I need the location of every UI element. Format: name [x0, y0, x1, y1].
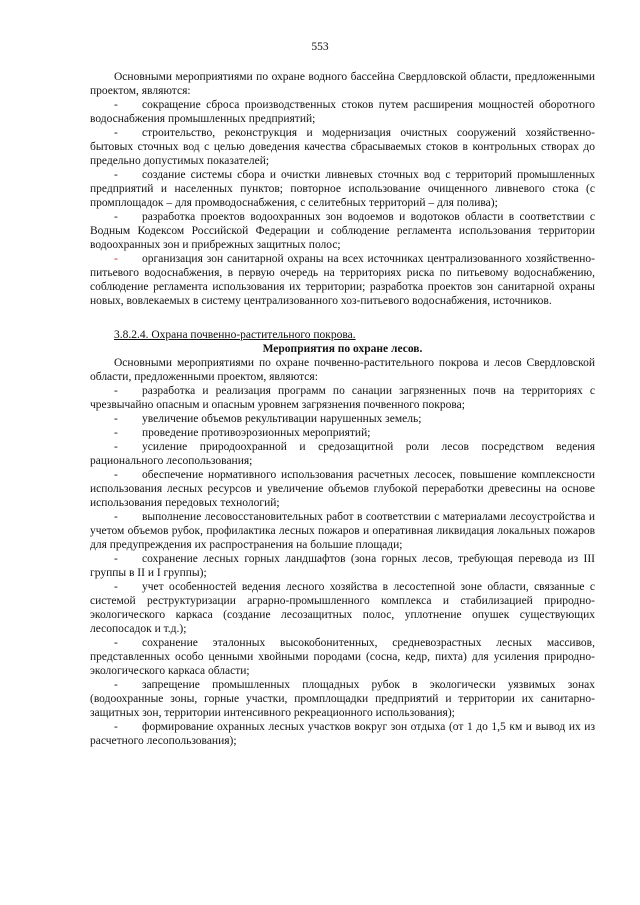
- water-intro-paragraph: Основными мероприятиями по охране водного бассейна Свердловской области, предложенными проектом, являются:: [90, 71, 595, 97]
- list-item: [90, 98, 595, 126]
- section-heading: 3.8.2.4. Охрана почвенно-растительного покрова.: [114, 329, 356, 341]
- list-item-text: усиление природоохранной и средозащитной роли лесов посредством ведения рационального лесопользования;: [90, 441, 595, 467]
- list-item-text: разработка проектов водоохранных зон водоемов и водотоков области в соответствии с Водным Кодексом Российской Федерации и соблюдение регламента использования территории водоохранных зон и прибрежных защитных полос;: [90, 211, 595, 251]
- list-item: [90, 468, 595, 510]
- list-bullet-dash: -: [114, 637, 118, 649]
- list-bullet-dash: -: [114, 511, 118, 523]
- page-number: 553: [311, 41, 329, 53]
- list-item: [90, 580, 595, 636]
- list-item-text: проведение противоэрозионных мероприятий;: [142, 427, 371, 439]
- list-item-text: разработка и реализация программ по санации загрязненных почв на территориях с чрезвычайно опасным и опасным уровнем загрязнения почвенного покрова;: [90, 385, 595, 411]
- list-item-text: запрещение промышленных площадных рубок в экологически уязвимых зонах (водоохранные зоны, горные участки, промплощадки предприятий и территории их санитарно-защитных зон, территории интенсивного рекреационного использования);: [90, 679, 595, 719]
- list-item: [90, 426, 595, 440]
- list-item: [90, 678, 595, 720]
- list-item: [90, 510, 595, 552]
- list-item-text: строительство, реконструкция и модернизация очистных сооружений хозяйственно-бытовых сточных вод с целью доведения качества сбрасываемых стоков в контрольных створах до предельно допустимых показателей;: [90, 127, 595, 167]
- list-bullet-dash: -: [114, 127, 118, 139]
- list-bullet-dash: -: [114, 581, 118, 593]
- list-bullet-dash: -: [114, 211, 118, 223]
- list-item-text: обеспечение нормативного использования расчетных лесосек, повышение комплексности использования лесных ресурсов и увеличение объемов глубокой переработки древесины на основе использования передовых технологий;: [90, 469, 595, 509]
- list-item: [90, 168, 595, 210]
- list-bullet-dash: -: [114, 253, 118, 265]
- list-bullet-dash: -: [114, 169, 118, 181]
- list-item-text: сохранение лесных горных ландшафтов (зона горных лесов, требующая перевода из III группы в II и I группы);: [90, 553, 595, 579]
- list-item-text: организация зон санитарной охраны на всех источниках централизованного хозяйственно-питьевого водоснабжения, в первую очередь на территориях риска по питьевому водоснабжению, соблюдение регламента использования их территории; разработка проектов зон санитарной охраны новых, вовлекаемых в систему централизованного хоз-питьевого водоснабжения, источников.: [90, 253, 595, 307]
- subheading: Мероприятия по охране лесов.: [262, 343, 423, 355]
- list-item: [90, 412, 595, 426]
- list-bullet-dash: -: [114, 441, 118, 453]
- list-bullet-dash: -: [114, 413, 118, 425]
- list-item: [90, 126, 595, 168]
- list-item: [90, 210, 595, 252]
- list-item-text: увеличение объемов рекультивации нарушенных земель;: [142, 413, 422, 425]
- list-bullet-dash: -: [114, 553, 118, 565]
- list-item: [90, 440, 595, 468]
- page-body: [90, 70, 595, 748]
- list-bullet-dash: -: [114, 99, 118, 111]
- list-item-text: учет особенностей ведения лесного хозяйства в лесостепной зоне области, связанные с системой реструктуризации аграрно-промышленного комплекса и стабилизацией природно-экологического каркаса (создание лесозащитных полос, уплотнение опушек существующих лесопосадок и т.д.);: [90, 581, 595, 635]
- list-item: [90, 252, 595, 308]
- list-item-text: сохранение эталонных высокобонитенных, средневозрастных лесных массивов, представленных особо ценными хвойными породами (сосна, кедр, пихта) для усиления природно-экологического каркаса области;: [90, 637, 595, 677]
- list-item: [90, 384, 595, 412]
- list-item-text: создание системы сбора и очистки ливневых сточных вод с территорий промышленных предприятий и населенных пунктов; повторное использование очищенного ливневого стока (с промплощадок – для промводоснабжения, с селитебных территорий – для полива);: [90, 169, 595, 209]
- soil-measures-list: [90, 384, 595, 748]
- list-item-text: сокращение сброса производственных стоков путем расширения мощностей оборотного водоснабжения промышленных предприятий;: [90, 99, 595, 125]
- list-bullet-dash: -: [114, 721, 118, 733]
- list-item: [90, 552, 595, 580]
- list-item: [90, 720, 595, 748]
- soil-intro-paragraph: Основными мероприятиями по охране почвенно-растительного покрова и лесов Свердловской области, предложенными проектом, являются:: [90, 357, 595, 383]
- list-bullet-dash: -: [114, 427, 118, 439]
- list-item: [90, 636, 595, 678]
- list-item-text: формирование охранных лесных участков вокруг зон отдыха (от 1 до 1,5 км и вывод их из расчетного лесопользования);: [90, 721, 595, 747]
- list-bullet-dash: -: [114, 469, 118, 481]
- list-bullet-dash: -: [114, 385, 118, 397]
- list-item-text: выполнение лесовосстановительных работ в соответствии с материалами лесоустройства и учетом объемов рубок, профилактика лесных пожаров и оперативная ликвидация локальных пожаров для предупреждения их распространения на большие площади;: [90, 511, 595, 551]
- water-measures-list: [90, 98, 595, 308]
- list-bullet-dash: -: [114, 679, 118, 691]
